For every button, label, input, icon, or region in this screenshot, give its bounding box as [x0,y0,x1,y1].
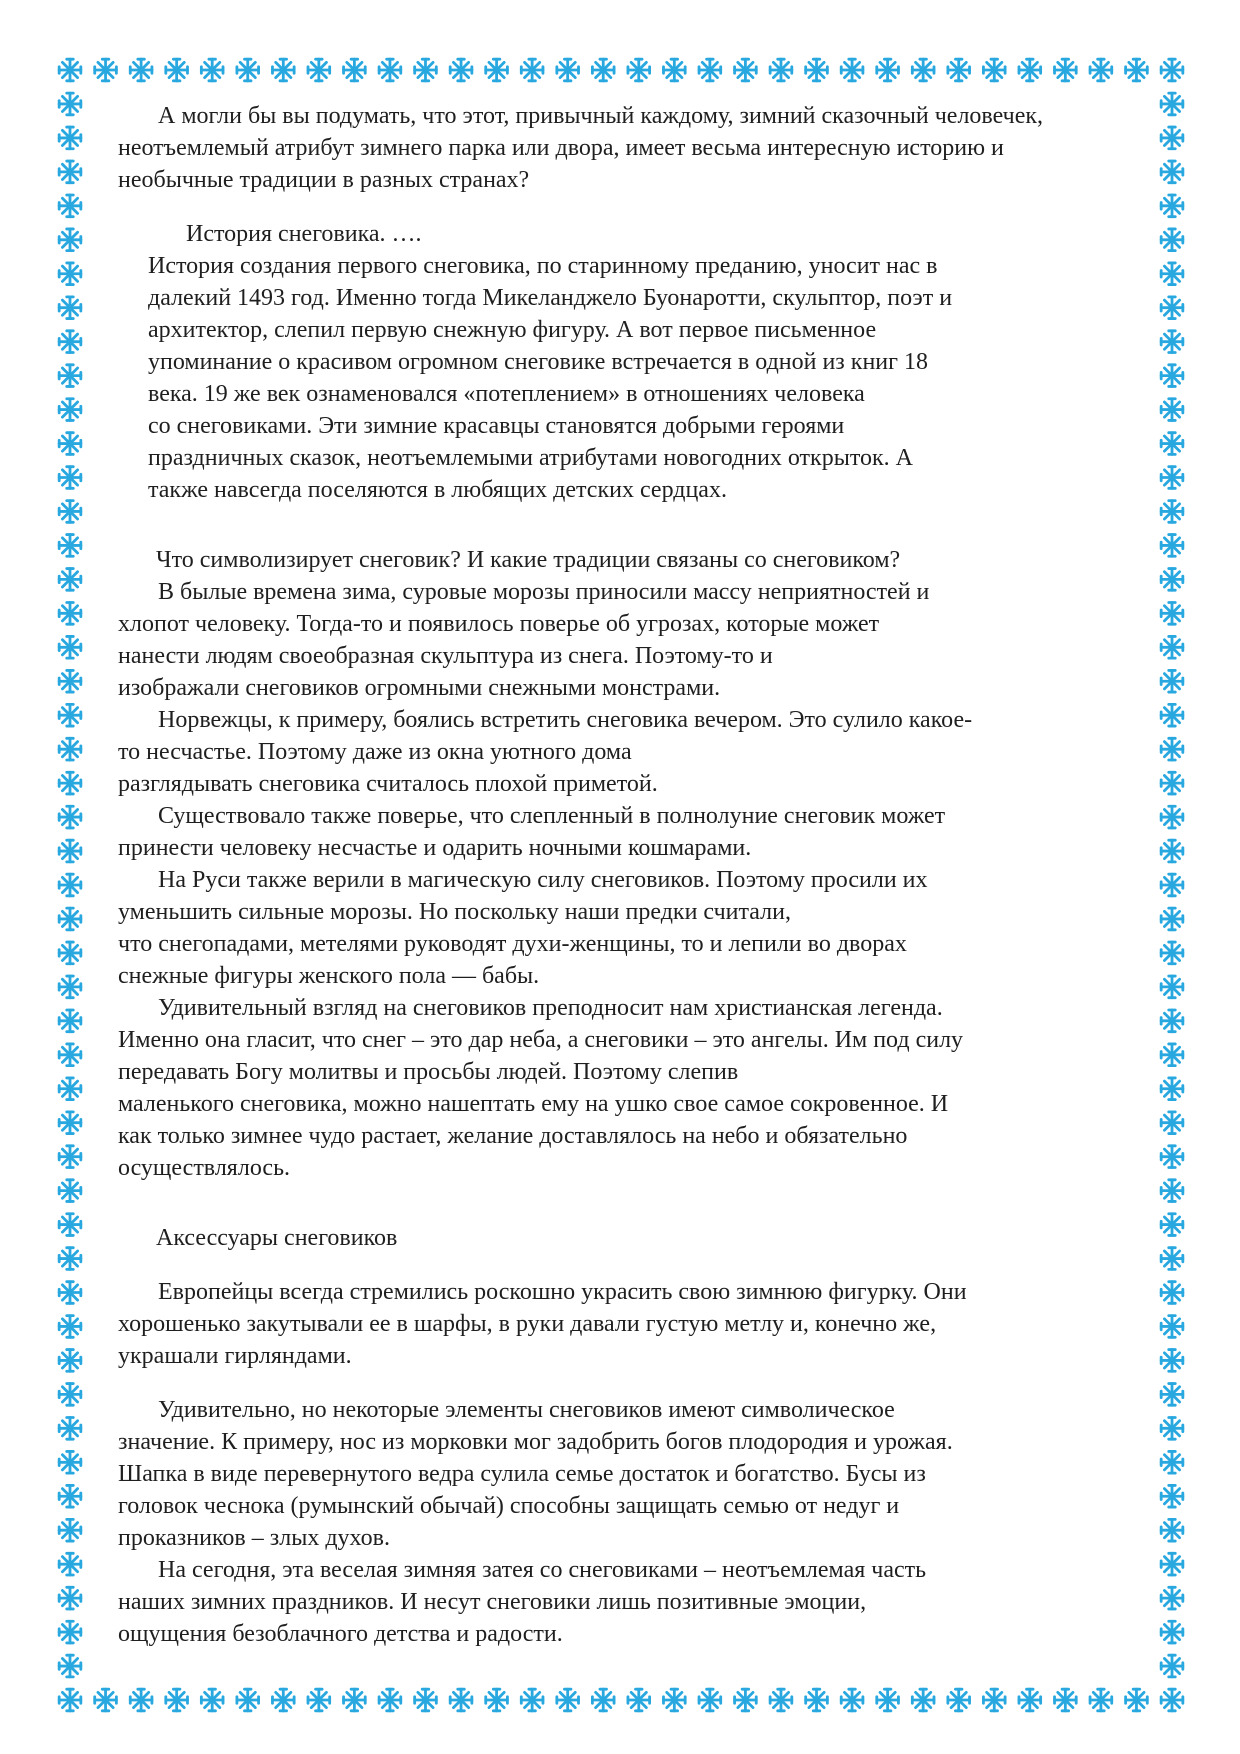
snowflake-icon [308,1689,330,1711]
snowflake-icon [59,772,81,794]
accessories-line: хорошенько закутывали ее в шарфы, в руки давали густую метлу и, конечно же, [118,1311,937,1337]
snowflake-icon [59,127,81,149]
snowflake-icon [699,59,721,81]
snowflake-icon [1019,59,1041,81]
snowflake-icon [1090,59,1112,81]
snowflake-icon [379,59,401,81]
snowflake-icon [628,59,650,81]
snowflake-icon [59,1519,81,1541]
snowflake-icon [59,365,81,387]
snowflake-icon [1161,501,1183,523]
symbolism-line: В былые времена зима, суровые морозы приносили массу неприятностей и [158,579,930,605]
snowflake-icon [59,263,81,285]
snowflake-icon [59,704,81,726]
snowflake-icon [1055,59,1077,81]
snowflake-icon [59,1112,81,1134]
snowflake-icon [1161,535,1183,557]
symbolism-line: изображали снеговиков огромными снежными монстрами. [118,675,721,701]
snowflake-icon [59,1451,81,1473]
snowflake-icon [59,501,81,523]
accessories-title: Аксессуары снеговиков [156,1225,398,1251]
snowflake-icon [770,1689,792,1711]
accessories-line: Европейцы всегда стремились роскошно украсить свою зимнюю фигурку. Они [158,1279,967,1305]
history-line: упоминание о красивом огромном снеговике встречается в одной из книг 18 [148,349,928,375]
symbolism-title: Что символизирует снеговик? И какие традиции связаны со снеговиком? [156,547,901,573]
snowflake-icon [1161,942,1183,964]
snowflake-icon [59,93,81,115]
snowflake-icon [1161,1418,1183,1440]
snowflake-icon [1161,569,1183,591]
snowflake-icon [1161,670,1183,692]
snowflake-icon [1161,1485,1183,1507]
snowflake-icon [237,1689,259,1711]
snowflake-icon [308,59,330,81]
symbolism-line: На Руси также верили в магическую силу снеговиков. Поэтому просили их [158,867,928,893]
history-line: История создания первого снеговика, по старинному преданию, уносит нас в [148,253,938,279]
snowflake-icon [1161,399,1183,421]
snowflake-icon [841,1689,863,1711]
snowflake-icon [59,467,81,489]
symbolism-line: разглядывать снеговика считалось плохой приметой. [118,771,658,797]
history-line: архитектор, слепил первую снежную фигуру. А вот первое письменное [148,317,877,343]
symbolism-line: то несчастье. Поэтому даже из окна уютного дома [118,739,632,765]
snowflake-icon [1161,976,1183,998]
snowflake-icon [557,59,579,81]
accessories-line: проказников – злых духов. [118,1525,390,1551]
history-line: праздничных сказок, неотъемлемыми атрибутами новогодних открыток. А [148,445,913,471]
snowflake-icon [59,908,81,930]
snowflake-icon [1161,1282,1183,1304]
snowflake-icon [59,738,81,760]
snowflake-icon [130,1689,152,1711]
snowflake-icon [1090,1689,1112,1711]
snowflake-icon [166,1689,188,1711]
snowflake-icon [59,59,81,81]
snowflake-icon [735,59,757,81]
snowflake-icon [59,636,81,658]
snowflake-icon [877,1689,899,1711]
snowflake-icon [415,59,437,81]
snowflake-icon [272,1689,294,1711]
symbolism-line: передавать Богу молитвы и просьбы людей. Поэтому слепив [118,1059,739,1085]
snowflake-icon [983,1689,1005,1711]
symbolism-line: что снегопадами, метелями руководят духи-женщины, то и лепили во дворах [118,931,907,957]
history-title: История снеговика. …. [186,221,422,247]
snowflake-icon [59,976,81,998]
snowflake-icon [735,1689,757,1711]
snowflake-icon [59,603,81,625]
snowflake-icon [1161,874,1183,896]
snowflake-icon [1161,433,1183,455]
snowflake-icon [1161,59,1183,81]
snowflake-icon [59,1180,81,1202]
snowflake-icon [486,1689,508,1711]
snowflake-icon [59,1248,81,1270]
history-line: далекий 1493 год. Именно тогда Микеланджело Буонаротти, скульптор, поэт и [148,285,953,311]
snowflake-icon [59,942,81,964]
snowflake-icon [1161,772,1183,794]
snowflake-icon [1161,840,1183,862]
snowflake-icon [59,1655,81,1677]
snowflake-icon [59,433,81,455]
snowflake-icon [59,1044,81,1066]
snowflake-icon [1161,1180,1183,1202]
accessories-line: Шапка в виде перевернутого ведра сулила семье достаток и богатство. Бусы из [118,1461,926,1487]
intro-paragraph: А могли бы вы подумать, что этот, привычный каждому, зимний сказочный человечек, неотъемлемый атрибут зимнего парка или двора, имеет весьма интересную историю и необычные традиции в разных странах? [118,103,1044,193]
symbolism-line: уменьшить сильные морозы. Но поскольку наши предки считали, [118,899,791,925]
snowflake-icon [1161,195,1183,217]
snowflake-icon [1161,331,1183,353]
snowflake-icon [1161,467,1183,489]
accessories-section [118,1222,1118,1650]
snowflake-icon [1161,1078,1183,1100]
snowflake-icon [1161,1146,1183,1168]
snowflake-icon [1161,1451,1183,1473]
snowflake-icon [166,59,188,81]
snowflake-icon [59,1316,81,1338]
snowflake-icon [1055,1689,1077,1711]
snowflake-icon [912,59,934,81]
snowflake-icon [59,1078,81,1100]
symbolism-section [118,544,1118,1184]
snowflake-icon [770,59,792,81]
snowflake-icon [344,1689,366,1711]
snowflake-icon [59,1587,81,1609]
snowflake-icon [1161,365,1183,387]
snowflake-icon [806,1689,828,1711]
snowflake-icon [95,1689,117,1711]
snowflake-icon [59,1146,81,1168]
symbolism-line: маленького снеговика, можно нашептать ему на ушко свое самое сокровенное. И [118,1091,949,1117]
snowflake-icon [699,1689,721,1711]
snowflake-icon [450,1689,472,1711]
accessories-line: ощущения безоблачного детства и радости. [118,1621,563,1647]
snowflake-icon [1161,1587,1183,1609]
accessories-line: На сегодня, эта веселая зимняя затея со снеговиками – неотъемлемая часть [158,1557,927,1583]
history-line: также навсегда поселяются в любящих детских сердцах. [148,477,727,503]
snowflake-icon [201,1689,223,1711]
accessories-line: украшали гирляндами. [118,1343,352,1369]
snowflake-icon [59,1384,81,1406]
snowflake-icon [59,399,81,421]
snowflake-icon [948,1689,970,1711]
document-body [118,100,1118,1650]
snowflake-icon [948,59,970,81]
snowflake-icon [806,59,828,81]
snowflake-icon [1161,1519,1183,1541]
accessories-line: наших зимних праздников. И несут снеговики лишь позитивные эмоции, [118,1589,867,1615]
snowflake-icon [95,59,117,81]
history-section [118,218,1118,506]
snowflake-icon [1161,738,1183,760]
snowflake-icon [1161,229,1183,251]
symbolism-line: Именно она гласит, что снег – это дар неба, а снеговики – это ангелы. Им под силу [118,1027,964,1053]
snowflake-icon [1161,127,1183,149]
snowflake-icon [1161,1553,1183,1575]
snowflake-icon [1161,93,1183,115]
snowflake-icon [1161,297,1183,319]
snowflake-icon [1126,59,1148,81]
snowflake-icon [59,1350,81,1372]
symbolism-line: нанести людям своеобразная скульптура из снега. Поэтому-то и [118,643,773,669]
symbolism-line: принести человеку несчастье и одарить ночными кошмарами. [118,835,752,861]
snowflake-icon [201,59,223,81]
snowflake-icon [912,1689,934,1711]
snowflake-icon [1161,1214,1183,1236]
snowflake-icon [59,195,81,217]
snowflake-icon [1161,1621,1183,1643]
snowflake-icon [59,297,81,319]
snowflake-icon [59,806,81,828]
snowflake-icon [1161,1316,1183,1338]
snowflake-icon [415,1689,437,1711]
snowflake-icon [1161,1350,1183,1372]
symbolism-line: Норвежцы, к примеру, боялись встретить снеговика вечером. Это сулило какое- [158,707,973,733]
snowflake-icon [1161,1655,1183,1677]
snowflake-icon [59,331,81,353]
snowflake-icon [59,229,81,251]
snowflake-icon [1161,161,1183,183]
history-line: со снеговиками. Эти зимние красавцы становятся добрыми героями [148,413,845,439]
snowflake-icon [379,1689,401,1711]
snowflake-icon [592,1689,614,1711]
snowflake-icon [592,59,614,81]
snowflake-icon [1161,704,1183,726]
snowflake-icon [450,59,472,81]
snowflake-icon [557,1689,579,1711]
snowflake-icon [344,59,366,81]
snowflake-icon [983,59,1005,81]
accessories-line: Удивительно, но некоторые элементы снеговиков имеют символическое [158,1397,895,1423]
snowflake-icon [1161,806,1183,828]
snowflake-icon [130,59,152,81]
snowflake-icon [59,569,81,591]
snowflake-icon [1161,636,1183,658]
snowflake-icon [59,535,81,557]
snowflake-icon [59,1010,81,1032]
snowflake-icon [1161,1112,1183,1134]
accessories-line: значение. К примеру, нос из морковки мог задобрить богов плодородия и урожая. [118,1429,953,1455]
snowflake-icon [1019,1689,1041,1711]
snowflake-icon [59,670,81,692]
snowflake-icon [59,840,81,862]
snowflake-icon [1126,1689,1148,1711]
snowflake-icon [59,1553,81,1575]
symbolism-line: осуществлялось. [118,1155,291,1181]
symbolism-line: Удивительный взгляд на снеговиков преподносит нам христианская легенда. [158,995,943,1021]
symbolism-line: снежные фигуры женского пола — бабы. [118,963,540,989]
symbolism-line: хлопот человеку. Тогда-то и появилось поверье об угрозах, которые может [118,611,880,637]
snowflake-icon [1161,908,1183,930]
snowflake-icon [59,1485,81,1507]
snowflake-icon [877,59,899,81]
snowflake-icon [663,1689,685,1711]
snowflake-icon [59,1214,81,1236]
snowflake-icon [841,59,863,81]
snowflake-icon [1161,1044,1183,1066]
symbolism-line: Существовало также поверье, что слепленный в полнолуние снеговик может [158,803,946,829]
snowflake-icon [59,161,81,183]
accessories-line: головок чеснока (румынский обычай) способны защищать семью от недуг и [118,1493,900,1519]
snowflake-icon [1161,263,1183,285]
snowflake-icon [663,59,685,81]
snowflake-icon [59,1418,81,1440]
snowflake-icon [1161,603,1183,625]
snowflake-icon [272,59,294,81]
symbolism-line: как только зимнее чудо растает, желание доставлялось на небо и обязательно [118,1123,908,1149]
snowflake-icon [521,59,543,81]
snowflake-icon [59,874,81,896]
snowflake-icon [1161,1248,1183,1270]
snowflake-icon [59,1621,81,1643]
snowflake-icon [1161,1010,1183,1032]
history-line: века. 19 же век ознаменовался «потеплением» в отношениях человека [148,381,865,407]
snowflake-icon [628,1689,650,1711]
snowflake-icon [1161,1384,1183,1406]
snowflake-icon [59,1282,81,1304]
snowflake-icon [486,59,508,81]
snowflake-icon [237,59,259,81]
snowflake-icon [521,1689,543,1711]
snowflake-icon [1161,1689,1183,1711]
snowflake-icon [59,1689,81,1711]
